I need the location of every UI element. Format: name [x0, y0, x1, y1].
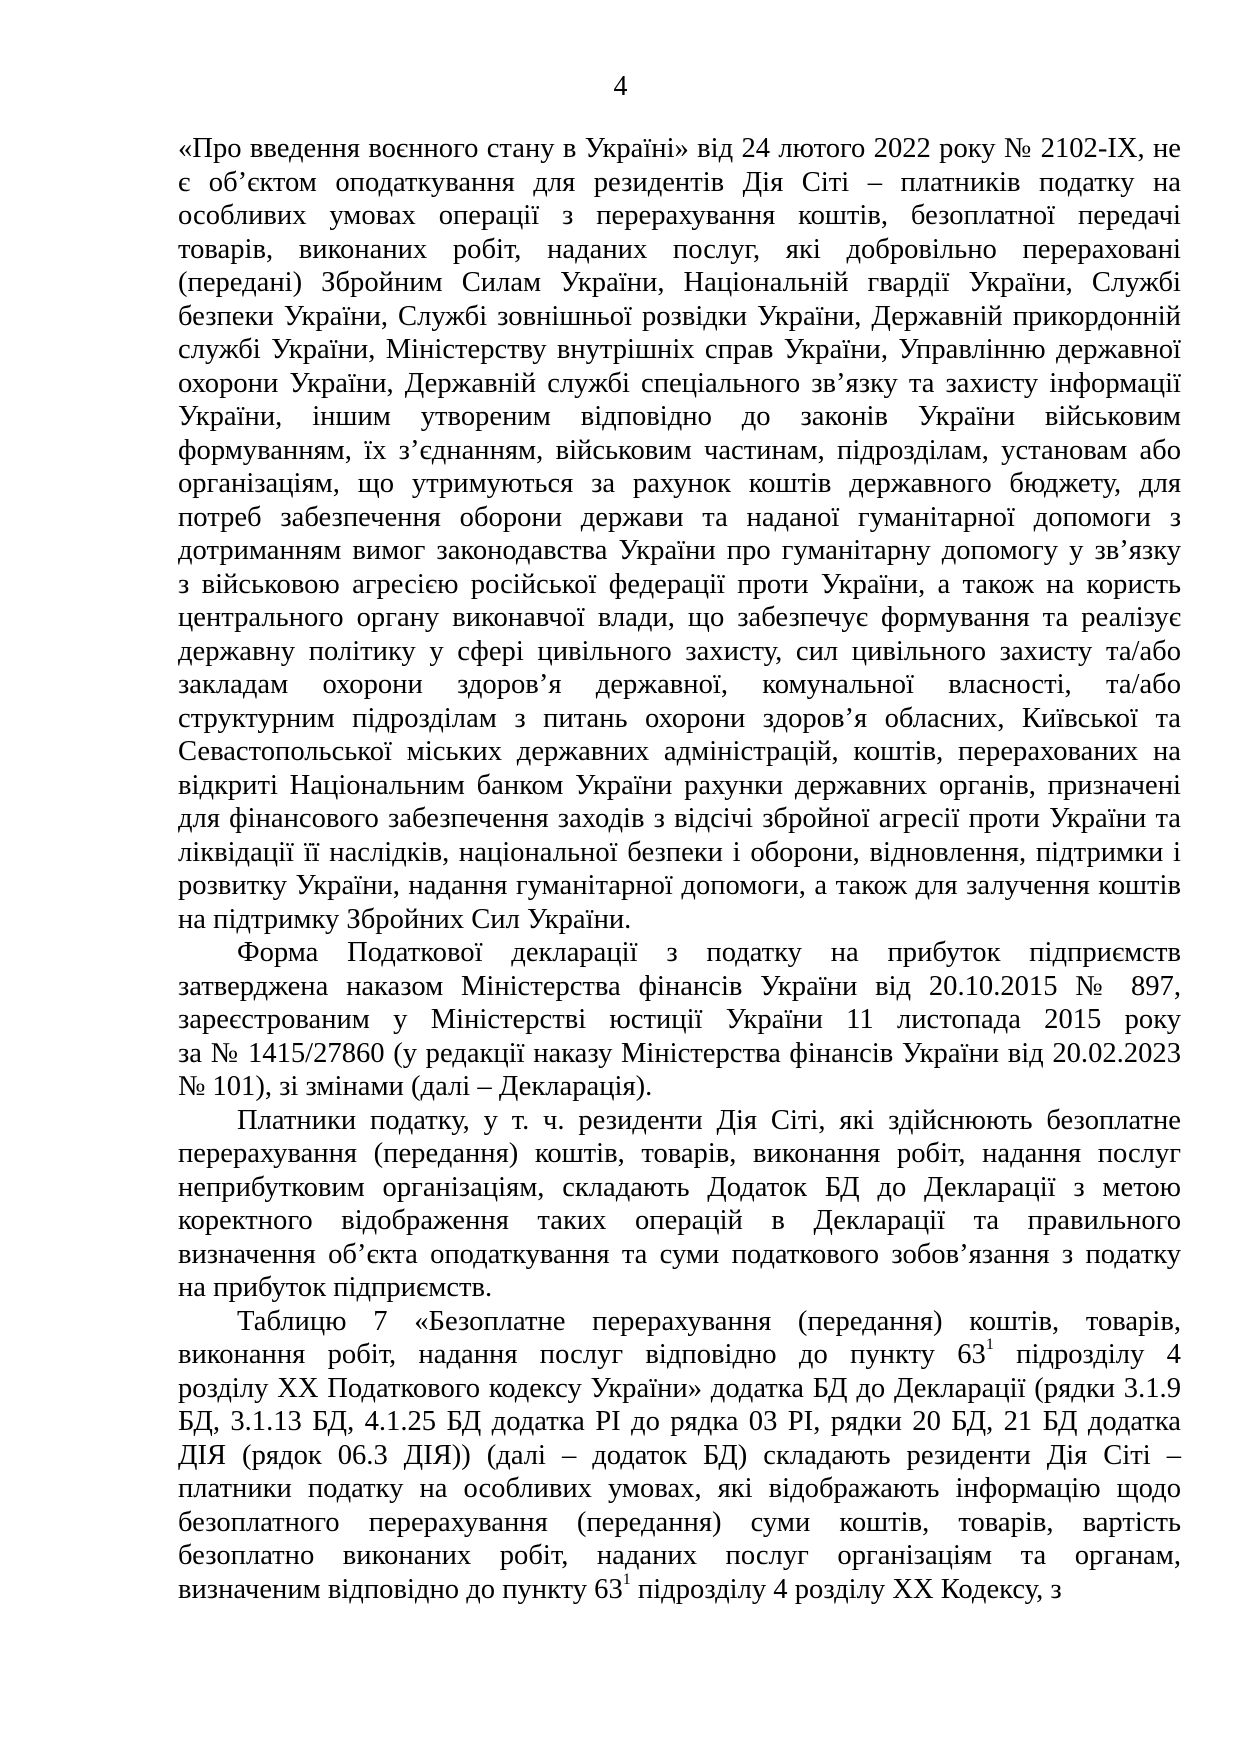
text-segment: підрозділу 4 — [993, 1339, 1181, 1370]
paragraph — [178, 1305, 1181, 1607]
text-segment: визначеним відповідно до пункту 63 — [178, 1573, 623, 1605]
paragraph — [178, 132, 1181, 936]
text-line: безпеки України, Службі зовнішньої розвідки України, Державній прикордонній — [178, 300, 1181, 332]
text-segment: виконання робіт, надання послуг відповідно до пункту 63 — [178, 1339, 986, 1370]
text-line: Платники податку, у т. ч. резиденти Дія Сіті, які здійснюють безоплатне — [237, 1104, 1181, 1136]
text-line: є об’єктом оподаткування для резидентів Дія Сіті – платників податку на — [178, 166, 1181, 198]
text-line: безоплатно виконаних робіт, наданих послуг організаціям та органам, — [178, 1540, 1181, 1571]
superscript: 1 — [985, 1336, 994, 1354]
text-line: розділу XX Податкового кодексу України» додатка БД до Декларації (рядки 3.1.9 — [178, 1372, 1181, 1404]
text-line: ліквідації її наслідків, національної безпеки і оборони, відновлення, підтримки і — [178, 836, 1181, 868]
paragraph — [178, 936, 1181, 1104]
text-line: ДІЯ (рядок 06.3 ДІЯ)) (далі – додаток БД) складають резиденти Дія Сіті – — [178, 1439, 1181, 1471]
text-line: закладам охорони здоров’я державної, комунальної власності, та/або — [178, 669, 1181, 700]
text-line: на прибуток підприємств. — [178, 1272, 493, 1303]
text-line: товарів, виконаних робіт, наданих послуг, які добровільно перераховані — [178, 233, 1181, 265]
text-line: дотриманням вимог законодавства України про гуманітарну допомогу у зв’язку — [178, 535, 1181, 566]
text-line: Таблицю 7 «Безоплатне перерахування (передання) коштів, товарів, — [237, 1305, 1181, 1337]
text-line: розвитку України, надання гуманітарної допомоги, а також для залучення коштів — [178, 870, 1181, 901]
text-line: для фінансового забезпечення заходів з відсічі збройної агресії проти України та — [178, 803, 1181, 834]
text-line: № 101), зі змінами (далі – Декларація). — [178, 1071, 653, 1102]
text-line: затверджена наказом Міністерства фінансів України від 20.10.2015 № 897, — [178, 970, 1181, 1002]
text-line: за № 1415/27860 (у редакції наказу Міністерства фінансів України від 20.02.2023 — [178, 1037, 1181, 1069]
superscript: 1 — [622, 1570, 631, 1588]
text-line: з військовою агресією російської федерації проти України, а також на користь — [178, 568, 1181, 600]
text-line: особливих умовах операції з перерахування коштів, безоплатної передачі — [178, 200, 1181, 231]
text-line: платники податку на особливих умовах, які відображають інформацію щодо — [178, 1473, 1181, 1504]
text-line: безоплатного перерахування (передання) суми коштів, товарів, вартість — [178, 1506, 1181, 1538]
text-line: визначення об’єкта оподаткування та суми податкового зобов’язання з податку — [178, 1238, 1181, 1270]
paragraph — [178, 1104, 1181, 1305]
text-line: організаціям, що утримуються за рахунок коштів державного бюджету, для — [178, 468, 1181, 499]
text-line: на підтримку Збройних Сил України. — [178, 903, 632, 935]
document-body — [178, 132, 1181, 1606]
text-line: Форма Податкової декларації з податку на прибуток підприємств — [237, 937, 1181, 968]
text-line: державну політику у сфері цивільного захисту, сил цивільного захисту та/або — [178, 635, 1181, 667]
text-line: перерахування (передання) коштів, товарів, виконання робіт, надання послуг — [178, 1138, 1181, 1169]
text-line: службі України, Міністерству внутрішніх справ України, Управлінню державної — [178, 334, 1181, 365]
text-line: неприбутковим організаціям, складають Додаток БД до Декларації з метою — [178, 1171, 1181, 1203]
text-line: центрального органу виконавчої влади, що забезпечує формування та реалізує — [178, 602, 1181, 633]
page-number: 4 — [613, 71, 628, 102]
text-line: потреб забезпечення оборони держави та наданої гуманітарної допомоги з — [178, 501, 1181, 533]
text-line: БД, 3.1.13 БД, 4.1.25 БД додатка РІ до рядка 03 РІ, рядки 20 БД, 21 БД додатка — [178, 1406, 1181, 1437]
text-line: структурним підрозділам з питань охорони здоров’я обласних, Київської та — [178, 702, 1181, 734]
text-line: України, іншим утвореним відповідно до законів України військовим — [178, 401, 1181, 432]
text-line: «Про введення воєнного стану в Україні» від 24 лютого 2022 року № 2102-IX, не — [178, 133, 1181, 164]
text-line: охорони України, Державній службі спеціального зв’язку та захисту інформації — [178, 367, 1181, 399]
text-line: (передані) Збройним Силам України, Національній гвардії України, Службі — [178, 267, 1181, 298]
text-line — [178, 1338, 1181, 1372]
text-line: коректного відображення таких операцій в Декларації та правильного — [178, 1205, 1181, 1236]
text-line: зареєстрованим у Міністерстві юстиції України 11 листопада 2015 року — [178, 1004, 1181, 1035]
text-line: відкриті Національним банком України рахунки державних органів, призначені — [178, 769, 1181, 801]
text-line: формуванням, їх з’єднанням, військовим частинам, підрозділам, установам або — [178, 434, 1181, 466]
text-line: Севастопольської міських державних адміністрацій, коштів, перерахованих на — [178, 736, 1181, 767]
text-line — [178, 1570, 1181, 1607]
text-segment: підрозділу 4 розділу XX Кодексу, з — [630, 1573, 1062, 1605]
